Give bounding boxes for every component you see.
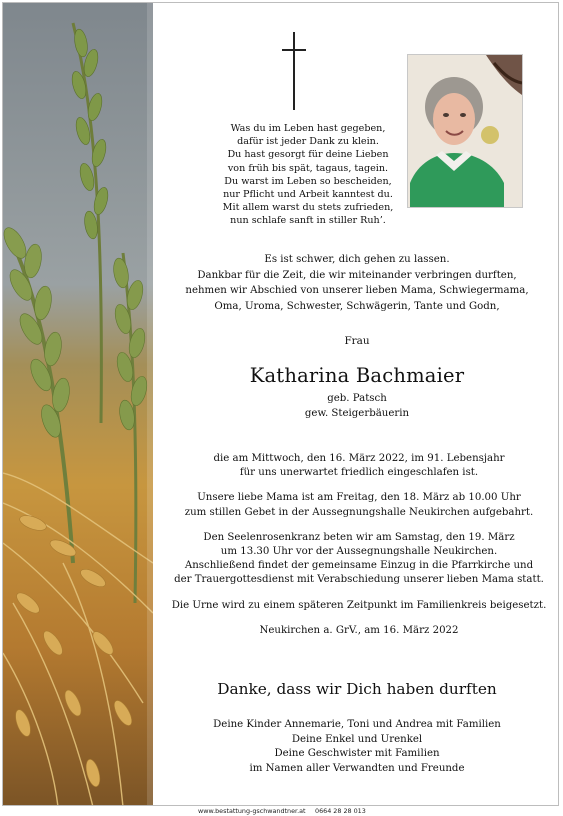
text-line: Neukirchen a. GrV., am 16. März 2022 [259, 624, 459, 636]
mourner-line: im Namen aller Verwandten und Freunde [249, 763, 465, 775]
intro-line: Oma, Uroma, Schwester, Schwägerin, Tante und Godn, [214, 300, 500, 312]
mourners-list [155, 718, 559, 777]
deceased-details [155, 392, 559, 421]
intro-text [155, 252, 559, 314]
announcement-body [163, 452, 555, 649]
intro-line: Dankbar für die Zeit, die wir miteinander verbringen durften, [197, 269, 517, 281]
poem-line: Was du im Leben hast gegeben, [230, 123, 386, 134]
mourner-line: Deine Kinder Annemarie, Toni und Andrea mit Familien [213, 719, 501, 730]
text-line: Anschließend findet der gemeinsame Einzug in die Pfarrkirche und [184, 560, 534, 572]
text-line: Die Urne wird zu einem späteren Zeitpunkt im Familienkreis beigesetzt. [171, 599, 547, 611]
footer-phone: 0664 28 28 013 [315, 807, 366, 815]
text-line: um 13.30 Uhr vor der Aussegnungshalle Neukirchen. [220, 546, 498, 558]
thanks-heading: Danke, dass wir Dich haben durften [217, 680, 497, 698]
paragraph-service [163, 531, 555, 588]
poem-line: nun schlafe sanft in stiller Ruh’. [230, 215, 386, 227]
poem-line: Du warst im Leben so bescheiden, [224, 175, 392, 187]
poem-line: Mit allem warst du stets zufrieden, [222, 202, 394, 214]
wheat-photo [3, 3, 153, 805]
text-line: Den Seelenrosenkranz beten wir am Samstag, den 19. März [203, 531, 515, 543]
place-date [163, 624, 555, 638]
wheat-illustration [3, 3, 153, 805]
birth-name: geb. Patsch [327, 393, 387, 404]
text-line: der Trauergottesdienst mit Verabschiedung unserer lieben Mama statt. [174, 574, 544, 586]
text-line: Unsere liebe Mama ist am Freitag, den 18. März ab 10.00 Uhr [197, 492, 521, 504]
text-line: für uns unerwartet friedlich eingeschlafen ist. [239, 467, 479, 479]
mourner-line: Deine Enkel und Urenkel [291, 733, 423, 745]
poem-line: von früh bis spät, tagaus, tagein. [227, 162, 389, 174]
poem [203, 122, 413, 228]
occupation: gew. Steigerbäuerin [304, 407, 410, 419]
mourner-line: Deine Geschwister mit Familien [274, 748, 440, 760]
poem-line: Du hast gesorgt für deine Lieben [227, 149, 389, 161]
paragraph-viewing [163, 491, 555, 519]
paragraph-death [163, 452, 555, 480]
intro-line: Es ist schwer, dich gehen zu lassen. [264, 254, 450, 265]
deceased-name: Katharina Bachmaier [249, 364, 465, 387]
paragraph-urn [163, 599, 555, 613]
text-line: die am Mittwoch, den 16. März 2022, im 91. Lebensjahr [213, 453, 505, 464]
poem-line: nur Pflicht und Arbeit kanntest du. [223, 189, 393, 201]
intro-line: nehmen wir Abschied von unserer lieben Mama, Schwiegermama, [185, 285, 529, 297]
text-line: zum stillen Gebet in der Aussegnungshalle Neukirchen aufgebahrt. [184, 506, 534, 518]
poem-line: dafür ist jeder Dank zu klein. [237, 136, 379, 148]
obituary-card [2, 2, 559, 806]
footer [0, 806, 563, 816]
cross-icon [282, 32, 306, 110]
salutation: Frau [344, 335, 370, 347]
portrait-photo [407, 54, 523, 208]
footer-url[interactable]: www.bestattung-gschwandtner.at [198, 807, 306, 815]
